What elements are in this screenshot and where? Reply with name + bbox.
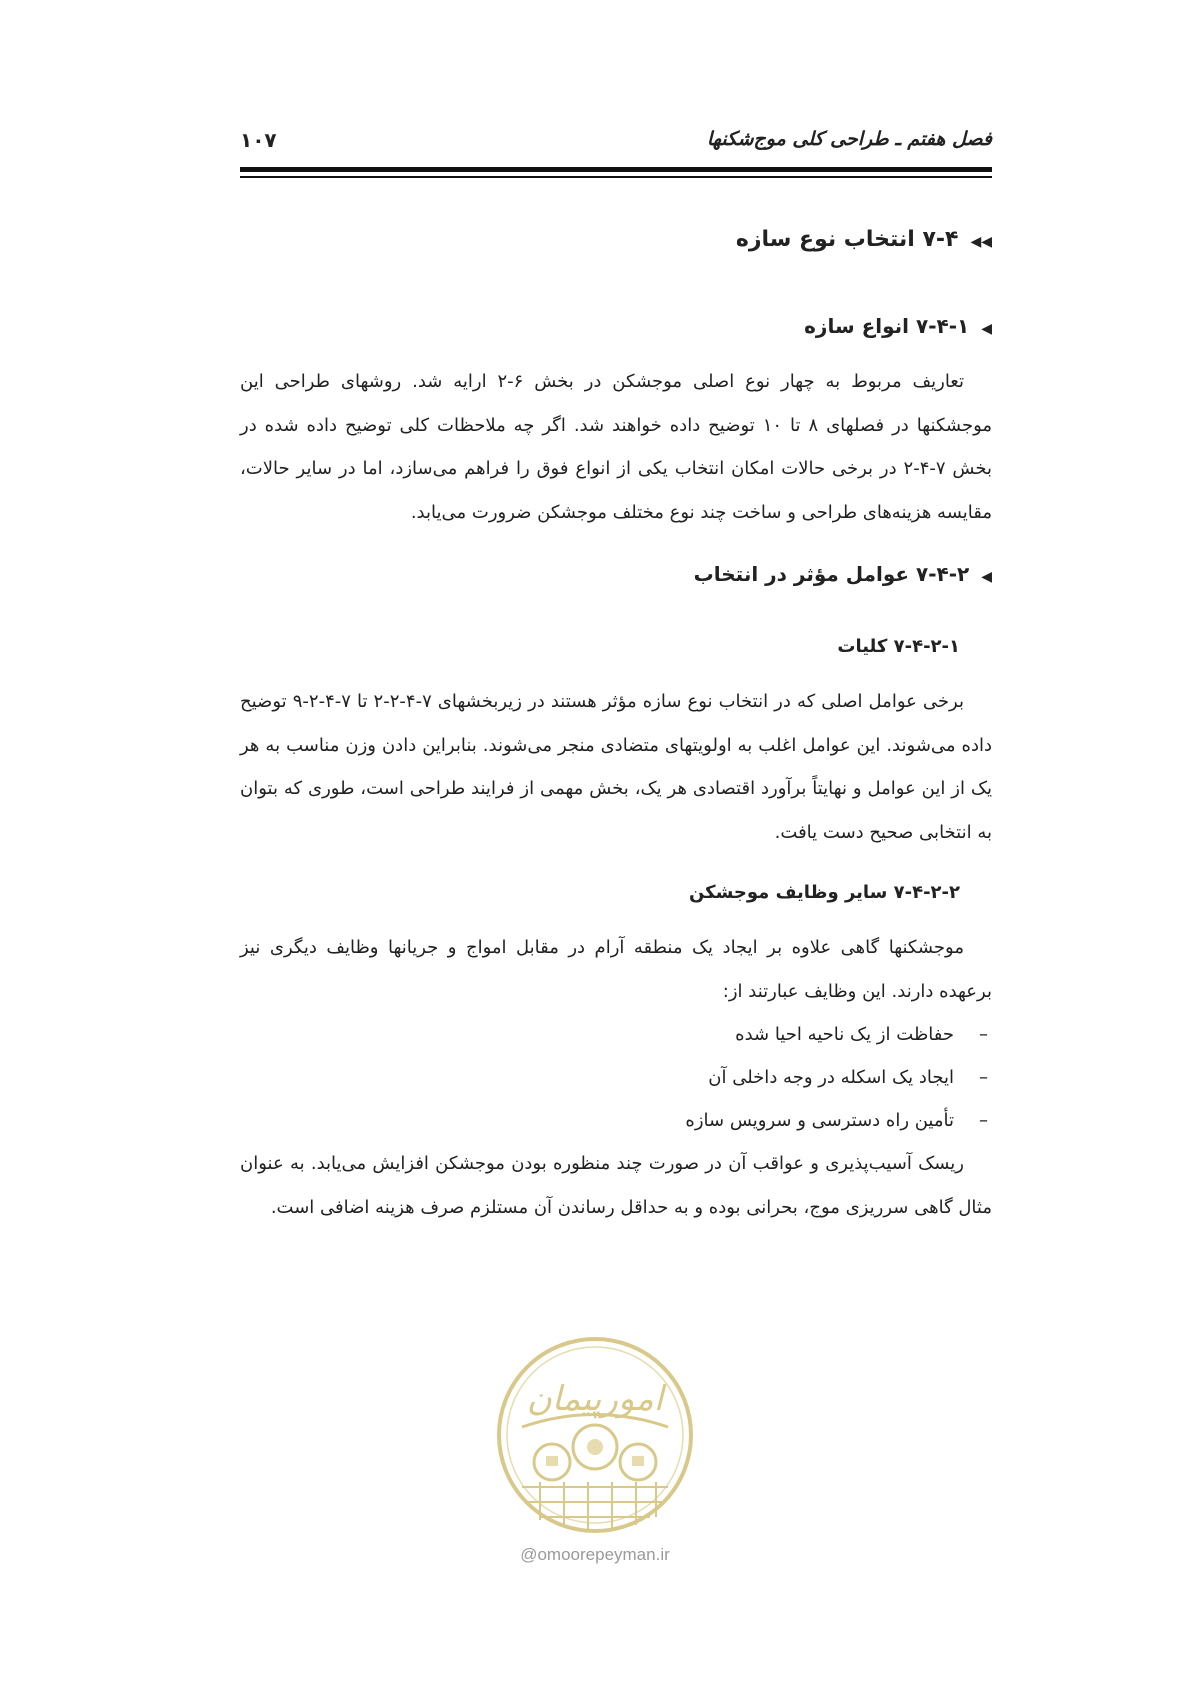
section-heading bbox=[240, 220, 992, 272]
header-rule-thick bbox=[240, 167, 992, 172]
triangle-marker-icon: ◀ bbox=[981, 569, 992, 585]
list-item: –ایجاد یک اسکله در وجه داخلی آن bbox=[240, 1056, 992, 1099]
dash-bullet-icon: – bbox=[979, 1067, 988, 1088]
body-content bbox=[240, 210, 992, 1229]
triangle-marker-icon: ◀ bbox=[981, 321, 992, 337]
paragraph-other-functions: موجشکنها گاهی علاوه بر ایجاد یک منطقه آرام در مقابل امواج و جریانها وظایف دیگری نیز برعهده دارند. این وظایف عبارتند از: bbox=[240, 937, 992, 1002]
running-head: فصل هفتم ـ طراحی کلی موج‌شکنها bbox=[706, 128, 992, 150]
paragraph-types: تعاریف مربوط به چهار نوع اصلی موجشکن در بخش ۶-۲ ارایه شد. روشهای طراحی این موجشکنها در فصلهای ۸ تا ۱۰ توضیح داده خواهند شد. اگر چه ملاحظات کلی توضیح داده شده در بخش ۷-۴-۲ در برخی حالات امکان انتخاب یکی از انواع فوق را فراهم می‌سازد، اما در سایر حالات، مقایسه هزینه‌های طراحی و ساخت چند نوع مختلف موجشکن ضرورت می‌یابد. bbox=[240, 371, 993, 523]
double-triangle-marker-icon: ◀◀ bbox=[970, 234, 992, 250]
seal-text: امورپیمان bbox=[526, 1379, 664, 1419]
subsection-heading-2 bbox=[240, 554, 992, 594]
watermark-site: @omoorepeyman.ir bbox=[520, 1545, 670, 1564]
dash-bullet-icon: – bbox=[979, 1110, 988, 1131]
part-heading-1: ۷-۴-۲-۱ کلیات bbox=[837, 636, 960, 657]
list-item: –تأمین راه دسترسی و سرویس سازه bbox=[240, 1099, 992, 1142]
list-item: –حفاظت از یک ناحیه احیا شده bbox=[240, 1013, 992, 1056]
functions-list bbox=[240, 1013, 992, 1142]
subsection-title-2: ۷-۴-۲ عوامل مؤثر در انتخاب bbox=[693, 562, 970, 586]
part-heading-2: ۷-۴-۲-۲ سایر وظایف موجشکن bbox=[688, 882, 960, 903]
page-number: ۱۰۷ bbox=[240, 128, 277, 152]
section-title: ۷-۴ انتخاب نوع سازه bbox=[735, 227, 959, 252]
dash-bullet-icon: – bbox=[979, 1024, 988, 1045]
watermark-seal-icon bbox=[492, 1332, 698, 1538]
subsection-title-1: ۷-۴-۱ انواع سازه bbox=[804, 314, 970, 338]
paragraph-general: برخی عوامل اصلی که در انتخاب نوع سازه مؤثر هستند در زیربخشهای ۷-۴-۲-۲ تا ۷-۴-۲-۹ توضیح داده می‌شوند. این عوامل اغلب به اولویتهای متضادی منجر می‌شوند. بنابراین دادن وزن مناسب به هر یک از این عوامل و نهایتاً برآورد اقتصادی هر یک، بخش مهمی از فرایند طراحی است، طوری که بتوان به انتخابی صحیح دست یافت. bbox=[240, 691, 992, 843]
subsection-heading-1 bbox=[240, 306, 992, 346]
header-rule-thin bbox=[240, 176, 992, 178]
paragraph-risk: ریسک آسیب‌پذیری و عواقب آن در صورت چند منظوره بودن موجشکن افزایش می‌یابد. به عنوان مثال گاهی سرریزی موج، بحرانی بوده و به حداقل رساندن آن مستلزم صرف هزینه اضافی است. bbox=[240, 1153, 992, 1218]
